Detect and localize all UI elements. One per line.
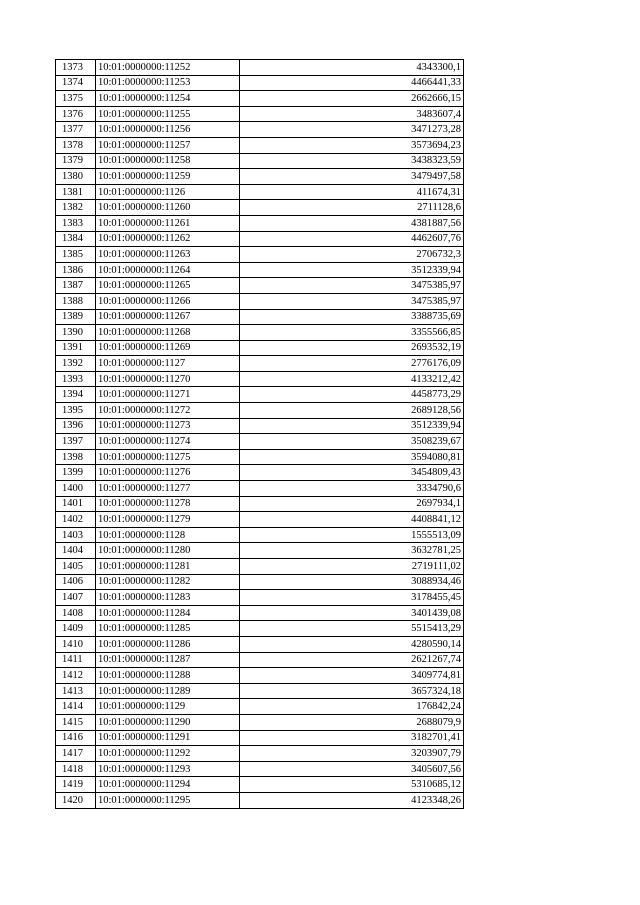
value-cell: 3657324,18 bbox=[240, 683, 464, 699]
table-row bbox=[56, 590, 464, 606]
cadastral-number-cell: 10:01:0000000:11271 bbox=[96, 387, 240, 403]
value-cell: 3203907,79 bbox=[240, 746, 464, 762]
cadastral-number-cell: 10:01:0000000:11262 bbox=[96, 231, 240, 247]
cadastral-number-cell: 10:01:0000000:11270 bbox=[96, 371, 240, 387]
data-table bbox=[55, 59, 464, 809]
value-cell: 4381887,56 bbox=[240, 215, 464, 231]
table-row bbox=[56, 387, 464, 403]
row-number-cell: 1414 bbox=[56, 699, 96, 715]
cadastral-number-cell: 10:01:0000000:11258 bbox=[96, 153, 240, 169]
row-number-cell: 1416 bbox=[56, 730, 96, 746]
row-number-cell: 1382 bbox=[56, 200, 96, 216]
cadastral-number-cell: 10:01:0000000:11264 bbox=[96, 262, 240, 278]
cadastral-number-cell: 10:01:0000000:11259 bbox=[96, 169, 240, 185]
row-number-cell: 1380 bbox=[56, 169, 96, 185]
table-row bbox=[56, 543, 464, 559]
table-row bbox=[56, 403, 464, 419]
cadastral-number-cell: 10:01:0000000:11267 bbox=[96, 309, 240, 325]
row-number-cell: 1388 bbox=[56, 293, 96, 309]
value-cell: 3355566,85 bbox=[240, 325, 464, 341]
row-number-cell: 1379 bbox=[56, 153, 96, 169]
cadastral-number-cell: 10:01:0000000:11287 bbox=[96, 652, 240, 668]
cadastral-number-cell: 10:01:0000000:11278 bbox=[96, 496, 240, 512]
row-number-cell: 1397 bbox=[56, 434, 96, 450]
value-cell: 4466441,33 bbox=[240, 75, 464, 91]
value-cell: 3475385,97 bbox=[240, 293, 464, 309]
cadastral-number-cell: 10:01:0000000:11283 bbox=[96, 590, 240, 606]
value-cell: 2693532,19 bbox=[240, 340, 464, 356]
value-cell: 3483607,4 bbox=[240, 106, 464, 122]
table-row bbox=[56, 231, 464, 247]
row-number-cell: 1373 bbox=[56, 60, 96, 76]
row-number-cell: 1393 bbox=[56, 371, 96, 387]
table-body bbox=[56, 60, 464, 809]
row-number-cell: 1417 bbox=[56, 746, 96, 762]
value-cell: 5310685,12 bbox=[240, 777, 464, 793]
row-number-cell: 1389 bbox=[56, 309, 96, 325]
table-row bbox=[56, 262, 464, 278]
cadastral-number-cell: 10:01:0000000:11252 bbox=[96, 60, 240, 76]
table-row bbox=[56, 527, 464, 543]
cadastral-number-cell: 10:01:0000000:11295 bbox=[96, 792, 240, 808]
cadastral-number-cell: 10:01:0000000:11256 bbox=[96, 122, 240, 138]
table-row bbox=[56, 91, 464, 107]
table-row bbox=[56, 325, 464, 341]
table-row bbox=[56, 215, 464, 231]
cadastral-number-cell: 10:01:0000000:11290 bbox=[96, 714, 240, 730]
cadastral-number-cell: 10:01:0000000:11275 bbox=[96, 449, 240, 465]
table-row bbox=[56, 184, 464, 200]
table-row bbox=[56, 137, 464, 153]
value-cell: 3182701,41 bbox=[240, 730, 464, 746]
row-number-cell: 1396 bbox=[56, 418, 96, 434]
value-cell: 2719111,02 bbox=[240, 559, 464, 575]
cadastral-number-cell: 10:01:0000000:11293 bbox=[96, 761, 240, 777]
row-number-cell: 1381 bbox=[56, 184, 96, 200]
cadastral-number-cell: 10:01:0000000:11289 bbox=[96, 683, 240, 699]
cadastral-number-cell: 10:01:0000000:11272 bbox=[96, 403, 240, 419]
table-row bbox=[56, 559, 464, 575]
value-cell: 2688079,9 bbox=[240, 714, 464, 730]
value-cell: 176842,24 bbox=[240, 699, 464, 715]
row-number-cell: 1392 bbox=[56, 356, 96, 372]
value-cell: 2689128,56 bbox=[240, 403, 464, 419]
value-cell: 3405607,56 bbox=[240, 761, 464, 777]
row-number-cell: 1387 bbox=[56, 278, 96, 294]
cadastral-number-cell: 10:01:0000000:11279 bbox=[96, 512, 240, 528]
cadastral-number-cell: 10:01:0000000:11269 bbox=[96, 340, 240, 356]
table-row bbox=[56, 699, 464, 715]
cadastral-number-cell: 10:01:0000000:11277 bbox=[96, 481, 240, 497]
value-cell: 2776176,09 bbox=[240, 356, 464, 372]
table-row bbox=[56, 371, 464, 387]
value-cell: 3438323,59 bbox=[240, 153, 464, 169]
value-cell: 4133212,42 bbox=[240, 371, 464, 387]
table-row bbox=[56, 605, 464, 621]
row-number-cell: 1409 bbox=[56, 621, 96, 637]
table-row bbox=[56, 153, 464, 169]
cadastral-number-cell: 10:01:0000000:11253 bbox=[96, 75, 240, 91]
row-number-cell: 1405 bbox=[56, 559, 96, 575]
value-cell: 5515413,29 bbox=[240, 621, 464, 637]
cadastral-number-cell: 10:01:0000000:11261 bbox=[96, 215, 240, 231]
value-cell: 3512339,94 bbox=[240, 262, 464, 278]
row-number-cell: 1413 bbox=[56, 683, 96, 699]
cadastral-number-cell: 10:01:0000000:11281 bbox=[96, 559, 240, 575]
cadastral-number-cell: 10:01:0000000:11276 bbox=[96, 465, 240, 481]
row-number-cell: 1386 bbox=[56, 262, 96, 278]
value-cell: 3088934,46 bbox=[240, 574, 464, 590]
cadastral-number-cell: 10:01:0000000:11273 bbox=[96, 418, 240, 434]
row-number-cell: 1403 bbox=[56, 527, 96, 543]
table-row bbox=[56, 169, 464, 185]
table-row bbox=[56, 106, 464, 122]
value-cell: 3573694,23 bbox=[240, 137, 464, 153]
row-number-cell: 1375 bbox=[56, 91, 96, 107]
cadastral-number-cell: 10:01:0000000:11285 bbox=[96, 621, 240, 637]
value-cell: 1555513,09 bbox=[240, 527, 464, 543]
cadastral-number-cell: 10:01:0000000:1128 bbox=[96, 527, 240, 543]
table-row bbox=[56, 309, 464, 325]
table-row bbox=[56, 356, 464, 372]
table-row bbox=[56, 200, 464, 216]
table-row bbox=[56, 122, 464, 138]
table-row bbox=[56, 746, 464, 762]
value-cell: 4123348,26 bbox=[240, 792, 464, 808]
row-number-cell: 1410 bbox=[56, 636, 96, 652]
table-row bbox=[56, 683, 464, 699]
row-number-cell: 1418 bbox=[56, 761, 96, 777]
row-number-cell: 1401 bbox=[56, 496, 96, 512]
value-cell: 2662666,15 bbox=[240, 91, 464, 107]
row-number-cell: 1415 bbox=[56, 714, 96, 730]
value-cell: 4343300,1 bbox=[240, 60, 464, 76]
table-row bbox=[56, 340, 464, 356]
table-row bbox=[56, 247, 464, 263]
value-cell: 4280590,14 bbox=[240, 636, 464, 652]
value-cell: 3409774,81 bbox=[240, 668, 464, 684]
row-number-cell: 1406 bbox=[56, 574, 96, 590]
row-number-cell: 1407 bbox=[56, 590, 96, 606]
table-row bbox=[56, 449, 464, 465]
cadastral-number-cell: 10:01:0000000:1126 bbox=[96, 184, 240, 200]
value-cell: 3178455,45 bbox=[240, 590, 464, 606]
cadastral-number-cell: 10:01:0000000:11257 bbox=[96, 137, 240, 153]
row-number-cell: 1390 bbox=[56, 325, 96, 341]
table-row bbox=[56, 496, 464, 512]
cadastral-number-cell: 10:01:0000000:11282 bbox=[96, 574, 240, 590]
cadastral-number-cell: 10:01:0000000:11280 bbox=[96, 543, 240, 559]
table-row bbox=[56, 621, 464, 637]
cadastral-number-cell: 10:01:0000000:11288 bbox=[96, 668, 240, 684]
table-row bbox=[56, 761, 464, 777]
value-cell: 3594080,81 bbox=[240, 449, 464, 465]
cadastral-number-cell: 10:01:0000000:1129 bbox=[96, 699, 240, 715]
cadastral-number-cell: 10:01:0000000:11265 bbox=[96, 278, 240, 294]
value-cell: 4462607,76 bbox=[240, 231, 464, 247]
value-cell: 3508239,67 bbox=[240, 434, 464, 450]
row-number-cell: 1419 bbox=[56, 777, 96, 793]
value-cell: 3475385,97 bbox=[240, 278, 464, 294]
row-number-cell: 1411 bbox=[56, 652, 96, 668]
row-number-cell: 1391 bbox=[56, 340, 96, 356]
table-row bbox=[56, 465, 464, 481]
table-row bbox=[56, 668, 464, 684]
cadastral-number-cell: 10:01:0000000:11284 bbox=[96, 605, 240, 621]
row-number-cell: 1412 bbox=[56, 668, 96, 684]
cadastral-number-cell: 10:01:0000000:11294 bbox=[96, 777, 240, 793]
row-number-cell: 1384 bbox=[56, 231, 96, 247]
table-row bbox=[56, 574, 464, 590]
value-cell: 4458773,29 bbox=[240, 387, 464, 403]
value-cell: 3512339,94 bbox=[240, 418, 464, 434]
value-cell: 2711128,6 bbox=[240, 200, 464, 216]
table-row bbox=[56, 512, 464, 528]
row-number-cell: 1385 bbox=[56, 247, 96, 263]
table-row bbox=[56, 278, 464, 294]
value-cell: 411674,31 bbox=[240, 184, 464, 200]
cadastral-number-cell: 10:01:0000000:11286 bbox=[96, 636, 240, 652]
row-number-cell: 1404 bbox=[56, 543, 96, 559]
cadastral-number-cell: 10:01:0000000:11266 bbox=[96, 293, 240, 309]
value-cell: 2621267,74 bbox=[240, 652, 464, 668]
row-number-cell: 1394 bbox=[56, 387, 96, 403]
value-cell: 4408841,12 bbox=[240, 512, 464, 528]
cadastral-number-cell: 10:01:0000000:11263 bbox=[96, 247, 240, 263]
cadastral-number-cell: 10:01:0000000:11274 bbox=[96, 434, 240, 450]
row-number-cell: 1376 bbox=[56, 106, 96, 122]
row-number-cell: 1420 bbox=[56, 792, 96, 808]
value-cell: 3388735,69 bbox=[240, 309, 464, 325]
cadastral-number-cell: 10:01:0000000:11291 bbox=[96, 730, 240, 746]
table-row bbox=[56, 636, 464, 652]
value-cell: 3401439,08 bbox=[240, 605, 464, 621]
table-row bbox=[56, 60, 464, 76]
value-cell: 2697934,1 bbox=[240, 496, 464, 512]
row-number-cell: 1374 bbox=[56, 75, 96, 91]
table-row bbox=[56, 75, 464, 91]
table-row bbox=[56, 777, 464, 793]
value-cell: 2706732,3 bbox=[240, 247, 464, 263]
cadastral-number-cell: 10:01:0000000:11292 bbox=[96, 746, 240, 762]
table-row bbox=[56, 792, 464, 808]
value-cell: 3479497,58 bbox=[240, 169, 464, 185]
row-number-cell: 1408 bbox=[56, 605, 96, 621]
row-number-cell: 1399 bbox=[56, 465, 96, 481]
row-number-cell: 1377 bbox=[56, 122, 96, 138]
cadastral-number-cell: 10:01:0000000:11255 bbox=[96, 106, 240, 122]
table-row bbox=[56, 714, 464, 730]
row-number-cell: 1383 bbox=[56, 215, 96, 231]
row-number-cell: 1378 bbox=[56, 137, 96, 153]
cadastral-number-cell: 10:01:0000000:11268 bbox=[96, 325, 240, 341]
table-row bbox=[56, 293, 464, 309]
row-number-cell: 1402 bbox=[56, 512, 96, 528]
value-cell: 3334790,6 bbox=[240, 481, 464, 497]
cadastral-number-cell: 10:01:0000000:11254 bbox=[96, 91, 240, 107]
value-cell: 3471273,28 bbox=[240, 122, 464, 138]
table-row bbox=[56, 434, 464, 450]
cadastral-number-cell: 10:01:0000000:1127 bbox=[96, 356, 240, 372]
table-row bbox=[56, 481, 464, 497]
row-number-cell: 1398 bbox=[56, 449, 96, 465]
cadastral-number-cell: 10:01:0000000:11260 bbox=[96, 200, 240, 216]
row-number-cell: 1395 bbox=[56, 403, 96, 419]
value-cell: 3454809,43 bbox=[240, 465, 464, 481]
table-row bbox=[56, 652, 464, 668]
row-number-cell: 1400 bbox=[56, 481, 96, 497]
table-row bbox=[56, 418, 464, 434]
value-cell: 3632781,25 bbox=[240, 543, 464, 559]
table-row bbox=[56, 730, 464, 746]
